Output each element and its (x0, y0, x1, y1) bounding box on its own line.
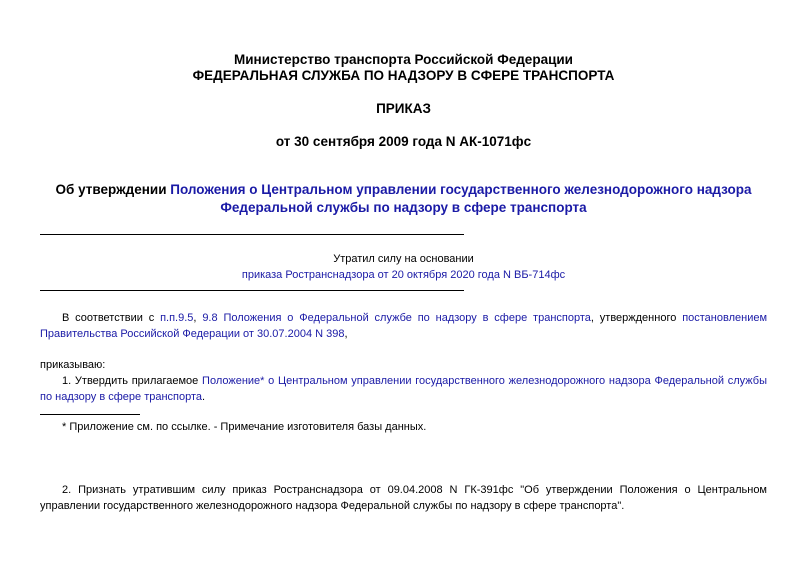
repeal-order-link[interactable]: приказа Ространснадзора от 20 октября 2020 года N ВБ-714фс (241, 269, 566, 281)
preamble-link-clause[interactable]: п.п.9.5 (160, 312, 194, 324)
footnote-text: * Приложение см. по ссылке. - Примечание изготовителя базы данных. (62, 421, 427, 433)
footnote-divider (40, 414, 140, 415)
document-title (40, 181, 767, 217)
ministry-heading: Министерство транспорта Российской Федерации (234, 52, 573, 67)
preamble-text-1: В соответствии с (62, 312, 161, 324)
status-link-wrap (40, 267, 767, 283)
divider-bottom (40, 290, 464, 291)
preamble-paragraph (40, 310, 767, 342)
preamble-sep: , (193, 312, 203, 324)
item-1-suffix: . (202, 391, 206, 403)
item-2-paragraph: 2. Признать утратившим силу приказ Ространснадзора от 09.04.2008 N ГК-391фс "Об утверждении Положения о Центральном управлении государственного железнодорожного надзора Федеральной службы по надзору в сфере транспорта". (40, 484, 767, 512)
title-prefix: Об утверждении (55, 182, 171, 197)
service-heading: ФЕДЕРАЛЬНАЯ СЛУЖБА ПО НАДЗОРУ В СФЕРЕ ТРАНСПОРТА (192, 68, 615, 83)
doc-type-heading: ПРИКАЗ (376, 101, 431, 116)
item-1-prefix: 1. Утвердить прилагаемое (62, 375, 203, 387)
preamble-link-decree[interactable]: постановлением Правительства Российской Федерации от 30.07.2004 N 398 (40, 312, 768, 340)
preamble-link-regulation[interactable]: 9.8 Положения о Федеральной службе по надзору в сфере транспорта (202, 312, 591, 324)
preamble-text-3: , (344, 328, 348, 340)
order-word: приказываю: (40, 359, 106, 371)
divider-top (40, 234, 464, 235)
title-link-regulation-cont[interactable]: Федеральной службы по надзору в сфере транспорта (220, 200, 587, 215)
item-1-regulation-link[interactable]: Положение* о Центральном управлении государственного железнодорожного надзора Федеральной службы по надзору в сфере транспорта (40, 375, 767, 403)
item-1-paragraph (40, 373, 767, 405)
preamble-text-2: , утвержденного (590, 312, 683, 324)
status-note: Утратил силу на основании (333, 253, 474, 265)
doc-date-heading: от 30 сентября 2009 года N АК-1071фс (275, 134, 532, 149)
title-link-regulation[interactable]: Положения о Центральном управлении государственного железнодорожного надзора (170, 182, 752, 197)
